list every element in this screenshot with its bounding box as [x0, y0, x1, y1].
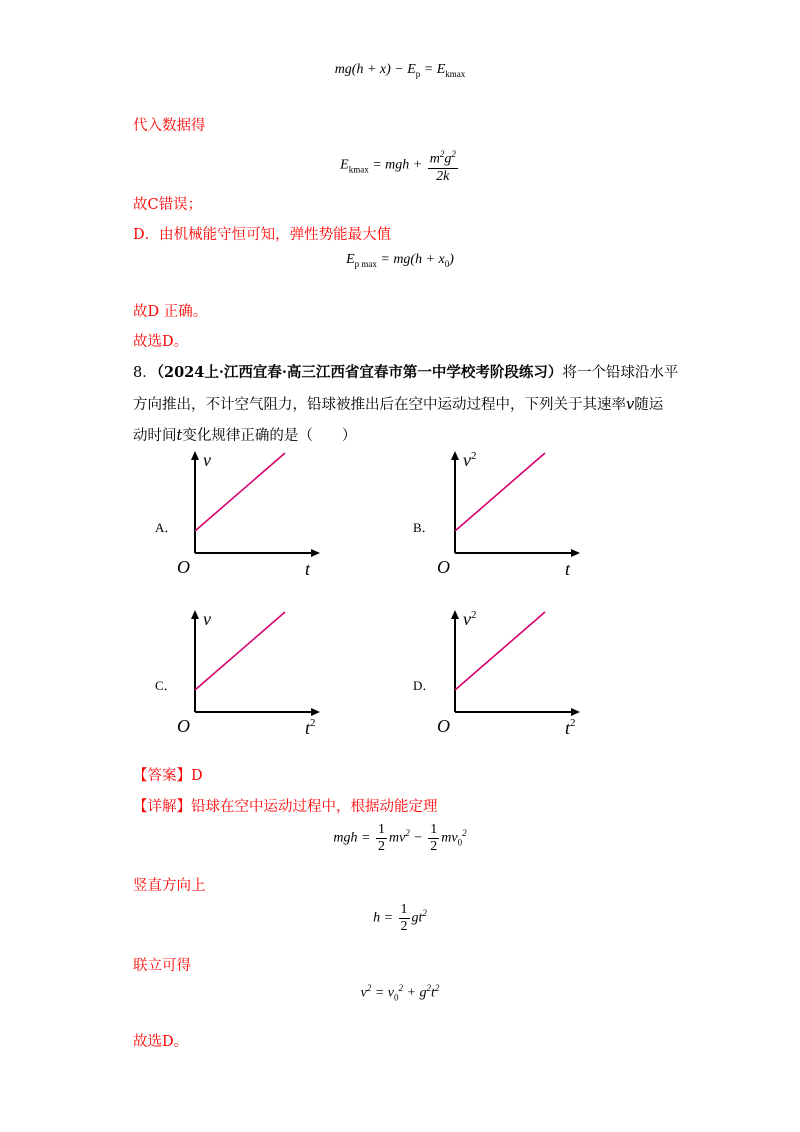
question-text-2b: 随运	[634, 397, 664, 413]
question-8-line-3	[133, 424, 356, 445]
answer-line	[133, 764, 203, 785]
option-label-d: D．	[413, 678, 436, 693]
question-var-t: t	[176, 428, 183, 444]
detail-text: 铅球在空中运动过程中，根据动能定理	[191, 799, 438, 815]
x-axis-arrow	[571, 549, 580, 557]
x-axis-label: t	[565, 559, 571, 579]
y-axis-arrow	[191, 451, 199, 460]
option-graph-d	[430, 604, 590, 744]
x-axis-arrow	[311, 708, 320, 716]
y-axis-arrow	[451, 610, 459, 619]
y-axis-label: $v^2$	[463, 609, 477, 629]
option-graph-c	[170, 604, 330, 744]
option-graph-a	[170, 445, 330, 585]
option-label-c: C．	[155, 678, 177, 693]
x-axis-label: $t^2$	[565, 717, 576, 738]
question-var-v: v	[626, 397, 635, 413]
origin-label: O	[437, 716, 450, 736]
formula-epmax: $E_{p max} = mg(h + x_0)$	[346, 252, 454, 269]
origin-label: O	[437, 557, 450, 577]
text-c-wrong: 故C错误；	[133, 197, 203, 213]
x-axis-arrow	[571, 708, 580, 716]
detail-tag: 【详解】	[133, 799, 191, 815]
detail-line	[133, 795, 438, 816]
option-graph-b	[430, 445, 590, 585]
y-axis-arrow	[191, 610, 199, 619]
option-label-a: A．	[155, 520, 178, 535]
text-d-correct: 故D 正确。	[133, 304, 208, 320]
formula-result: $v^2 = v_0^2 + g^2t^2$	[360, 983, 440, 1003]
question-8-line-1	[133, 361, 678, 382]
text-choose-d-2: 故选D。	[133, 1034, 189, 1050]
question-text-3a: 动时间	[133, 428, 177, 444]
origin-label: O	[177, 557, 190, 577]
y-axis-label: v	[203, 609, 211, 629]
x-axis-arrow	[311, 549, 320, 557]
question-8-line-2	[133, 393, 663, 414]
text-choose-d-1: 故选D。	[133, 334, 189, 350]
answer-value: D	[191, 768, 203, 784]
question-text-2: 方向推出，不计空气阻力，铅球被推出后在空中运动过程中，下列关于其速率	[133, 397, 626, 413]
question-number: 8．	[133, 365, 157, 381]
option-label-b: B．	[413, 520, 435, 535]
question-text-3b: 变化规律正确的是（ ）	[182, 428, 357, 444]
origin-label: O	[177, 716, 190, 736]
text-substitute: 代入数据得	[133, 118, 206, 134]
x-axis-label: $t^2$	[305, 717, 316, 738]
formula-ekmax: $E_{kmax}$ = mgh + $\frac{m^2g^2}{2k}$	[0, 146, 800, 185]
x-axis-label: t	[305, 559, 311, 579]
text-vertical: 竖直方向上	[133, 878, 206, 894]
text-combine: 联立可得	[133, 958, 191, 974]
y-axis-arrow	[451, 451, 459, 460]
y-axis-label: $v^2$	[463, 450, 477, 470]
formula-work-energy: mgh = $\frac{1}{2}$ $mv^2$ − $\frac{1}{2}$ $mv_0^2$	[333, 822, 467, 854]
question-text-1: 将一个铅球沿水平	[562, 365, 679, 381]
answer-tag: 【答案】	[133, 768, 191, 784]
formula-energy-balance: $mg(h + x) - E_p = E_{kmax}$	[334, 62, 466, 79]
question-source: （2024上·江西宜春·高三江西省宜春市第一中学校考阶段练习）	[156, 364, 563, 381]
formula-free-fall: h = $\frac{1}{2}$ $gt^2$	[373, 902, 427, 934]
y-axis-label: v	[203, 450, 211, 470]
text-option-d-explanation: D．由机械能守恒可知，弹性势能最大值	[133, 227, 392, 243]
